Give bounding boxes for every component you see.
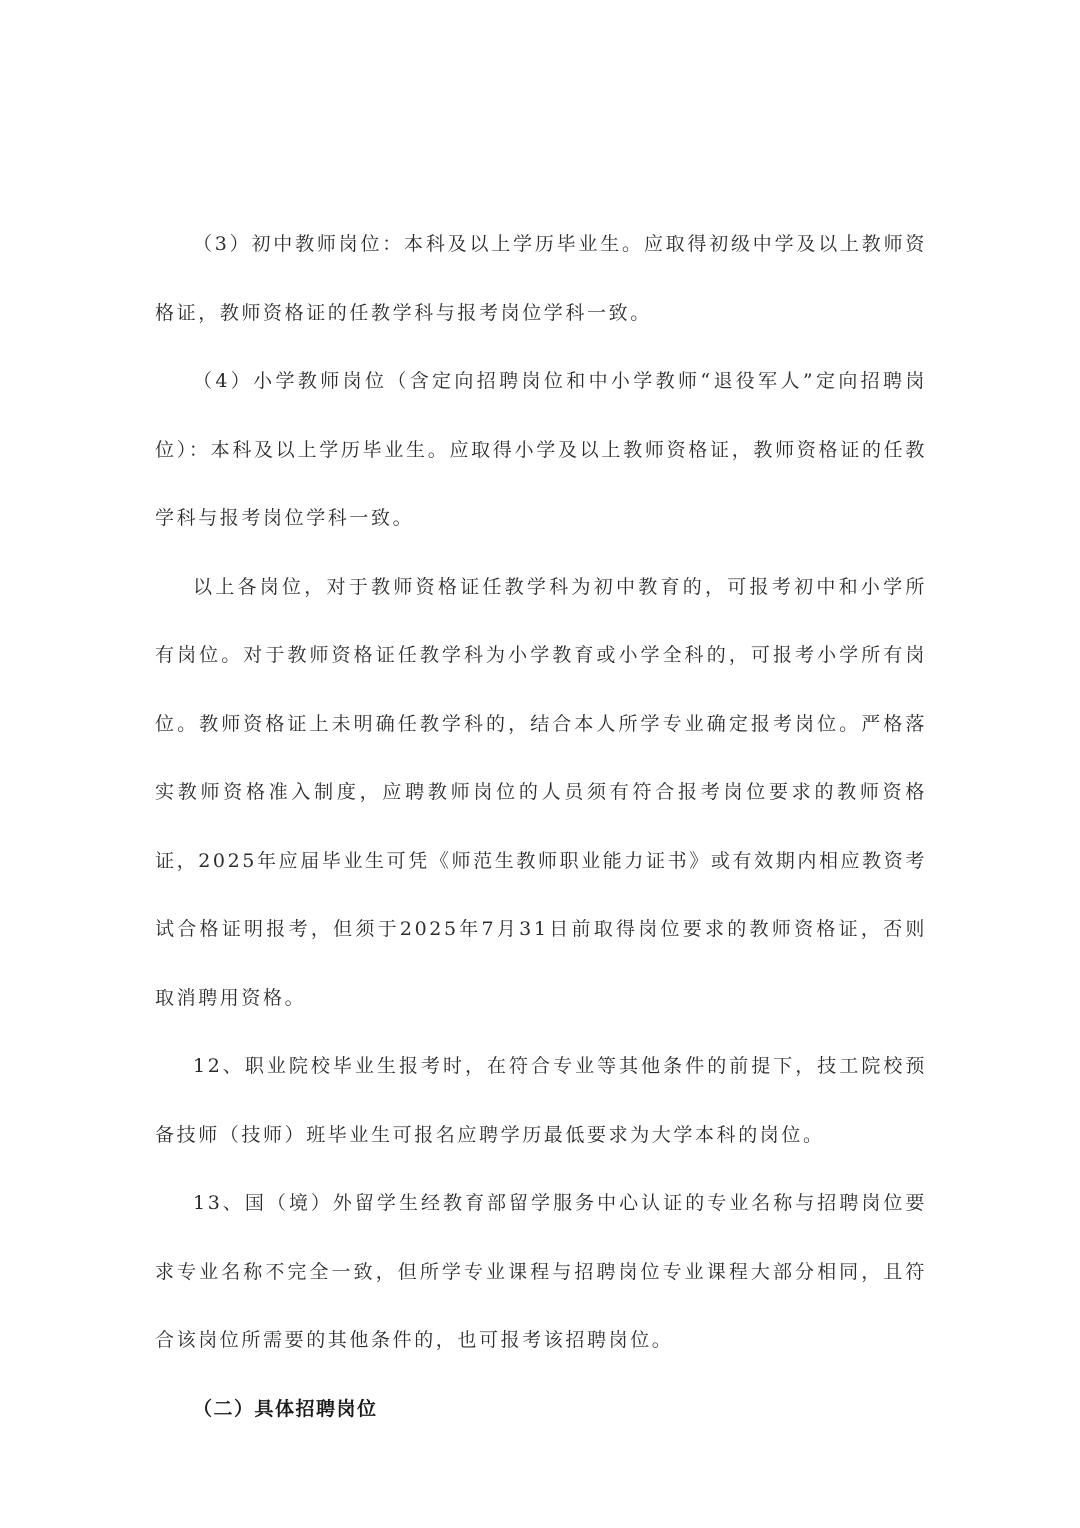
- paragraph-junior-high-teacher: （3）初中教师岗位：本科及以上学历毕业生。应取得初级中学及以上教师资格证，教师资格证的任教学科与报考岗位学科一致。: [155, 233, 927, 324]
- paragraph-item-12: 12、职业院校毕业生报考时，在符合专业等其他条件的前提下，技工院校预备技师（技师）班毕业生可报名应聘学历最低要求为大学本科的岗位。: [155, 1055, 927, 1146]
- section-heading: （二）具体招聘岗位: [193, 1397, 378, 1420]
- document-body: [155, 210, 927, 1443]
- paragraph-primary-teacher: （4）小学教师岗位（含定向招聘岗位和中小学教师“退役军人”定向招聘岗位）：本科及以上学历毕业生。应取得小学及以上教师资格证，教师资格证的任教学科与报考岗位学科一致。: [155, 370, 927, 529]
- paragraph-certificate-rules: 以上各岗位，对于教师资格证任教学科为初中教育的，可报考初中和小学所有岗位。对于教师资格证任教学科为小学教育或小学全科的，可报考小学所有岗位。教师资格证上未明确任教学科的，结合本人所学专业确定报考岗位。严格落实教师资格准入制度，应聘教师岗位的人员须有符合报考岗位要求的教师资格证，2025年应届毕业生可凭《师范生教师职业能力证书》或有效期内相应教资考试合格证明报考，但须于2025年7月31日前取得岗位要求的教师资格证，否则取消聘用资格。: [155, 575, 927, 1009]
- paragraph-item-13: 13、国（境）外留学生经教育部留学服务中心认证的专业名称与招聘岗位要求专业名称不完全一致，但所学专业课程与招聘岗位专业课程大部分相同，且符合该岗位所需要的其他条件的，也可报考该招聘岗位。: [155, 1192, 927, 1351]
